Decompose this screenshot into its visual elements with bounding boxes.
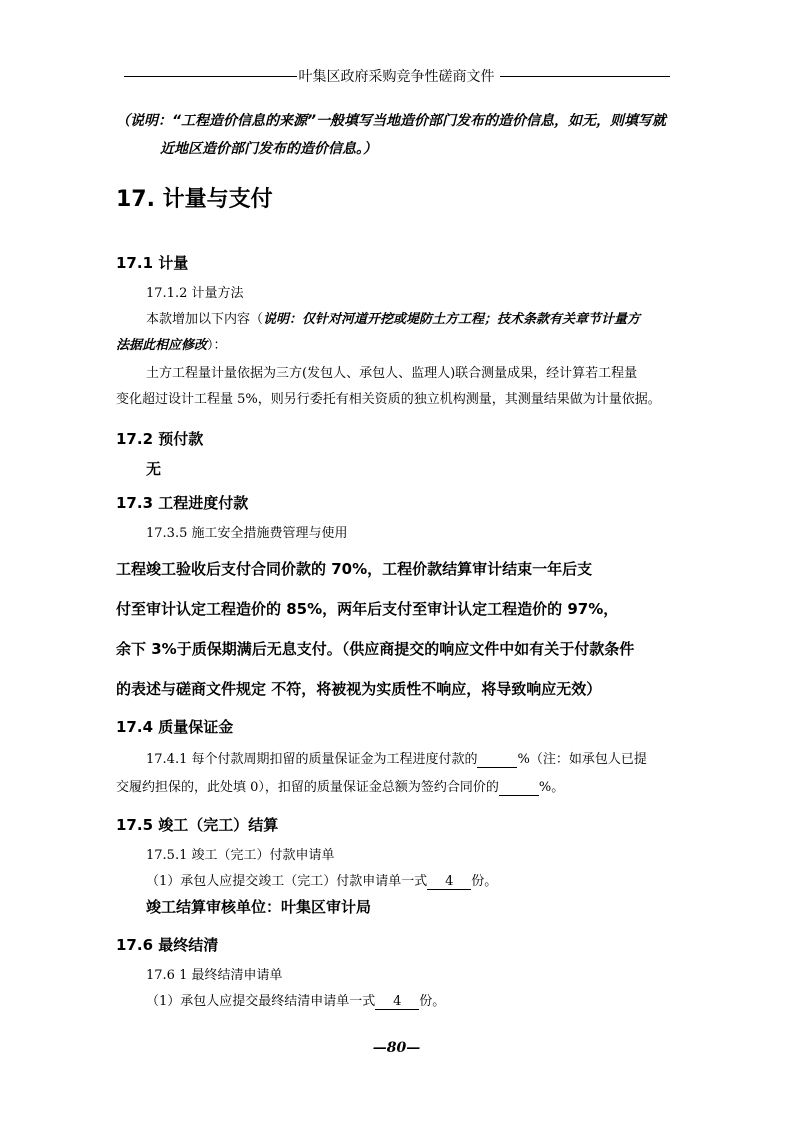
audit-unit: 竣工结算审核单位：叶集区审计局 xyxy=(146,898,372,916)
note-line-1: （说明：“工程造价信息的来源”一般填写当地造价部门发布的造价信息，如无，则填写就 xyxy=(116,113,667,129)
section-17-3-title: 17.3 工程进度付款 xyxy=(116,494,249,512)
section-17-6-1-sub: 17.6 1 最终结清申请单 xyxy=(146,968,283,983)
completion-copies: 4 xyxy=(427,874,471,890)
payment-line-4: 的表述与磋商文件规定 不符，将被视为实质性不响应，将导致响应无效） xyxy=(116,680,602,698)
section-17-1-intro xyxy=(146,308,640,327)
section-17-4-line-2 xyxy=(116,776,564,796)
completion-item-text: （1）承包人应提交竣工（完工）付款申请单一式 xyxy=(146,874,428,889)
final-item-text: （1）承包人应提交最终结清申请单一式 xyxy=(146,994,376,1009)
section-17-4-line-1 xyxy=(146,748,647,768)
retention-text-3: 交履约担保的，此处填 0），扣留的质量保证金总额为签约合同价的 xyxy=(116,780,499,795)
section-17-2-title: 17.2 预付款 xyxy=(116,430,204,448)
note-line-2: 近地区造价部门发布的造价信息。） xyxy=(160,141,377,157)
retention-text-4: %。 xyxy=(538,780,565,795)
header-title: 叶集区政府采购竞争性磋商文件 xyxy=(298,69,495,85)
section-17-1-title: 17.1 计量 xyxy=(116,254,189,272)
section-17-title: 17. 计量与支付 xyxy=(116,187,273,212)
section-17-5-item xyxy=(146,870,497,890)
section-17-1-intro-cont xyxy=(116,334,227,353)
final-copies: 4 xyxy=(375,994,419,1010)
intro-suffix: ）： xyxy=(207,338,227,353)
retention-total-blank xyxy=(499,780,539,796)
retention-rate-blank xyxy=(477,752,517,768)
header xyxy=(0,66,793,86)
intro-note-1: 说明：仅针对河道开挖或堤防土方工程；技术条款有关章节计量方 xyxy=(263,312,641,327)
section-17-4-title: 17.4 质量保证金 xyxy=(116,718,234,736)
payment-line-1: 工程竣工验收后支付合同价款的 70%，工程价款结算审计结束一年后支 xyxy=(116,560,593,578)
section-17-5-1-sub: 17.5.1 竣工（完工）付款申请单 xyxy=(146,848,335,863)
section-17-1-para-2: 变化超过设计工程量 5%，则另行委托有相关资质的独立机构测量，其测量结果做为计量依据。 xyxy=(116,392,661,407)
section-17-5-title: 17.5 竣工（完工）结算 xyxy=(116,816,279,834)
intro-prefix: 本款增加以下内容（ xyxy=(146,312,264,327)
payment-line-2: 付至审计认定工程造价的 85%，两年后支付至审计认定工程造价的 97%， xyxy=(116,600,619,618)
payment-line-3: 余下 3%于质保期满后无息支付。（供应商提交的响应文件中如有关于付款条件 xyxy=(116,640,635,658)
section-17-2-content: 无 xyxy=(146,460,162,478)
retention-text-2: %（注：如承包人已提 xyxy=(517,752,647,767)
section-17-1-para-1: 土方工程量计量依据为三方(发包人、承包人、监理人)联合测量成果，经计算若工程量 xyxy=(146,366,638,381)
final-item-suffix: 份。 xyxy=(419,994,446,1009)
section-17-3-5-sub: 17.3.5 施工安全措施费管理与使用 xyxy=(146,526,348,541)
section-17-6-item xyxy=(146,990,445,1010)
intro-note-2: 法据此相应修改 xyxy=(116,338,208,353)
section-17-1-2-sub: 17.1.2 计量方法 xyxy=(146,286,244,301)
page-number: —80— xyxy=(372,1040,421,1056)
section-17-6-title: 17.6 最终结清 xyxy=(116,936,219,954)
completion-item-suffix: 份。 xyxy=(471,874,498,889)
retention-text-1: 17.4.1 每个付款周期扣留的质量保证金为工程进度付款的 xyxy=(146,752,478,767)
